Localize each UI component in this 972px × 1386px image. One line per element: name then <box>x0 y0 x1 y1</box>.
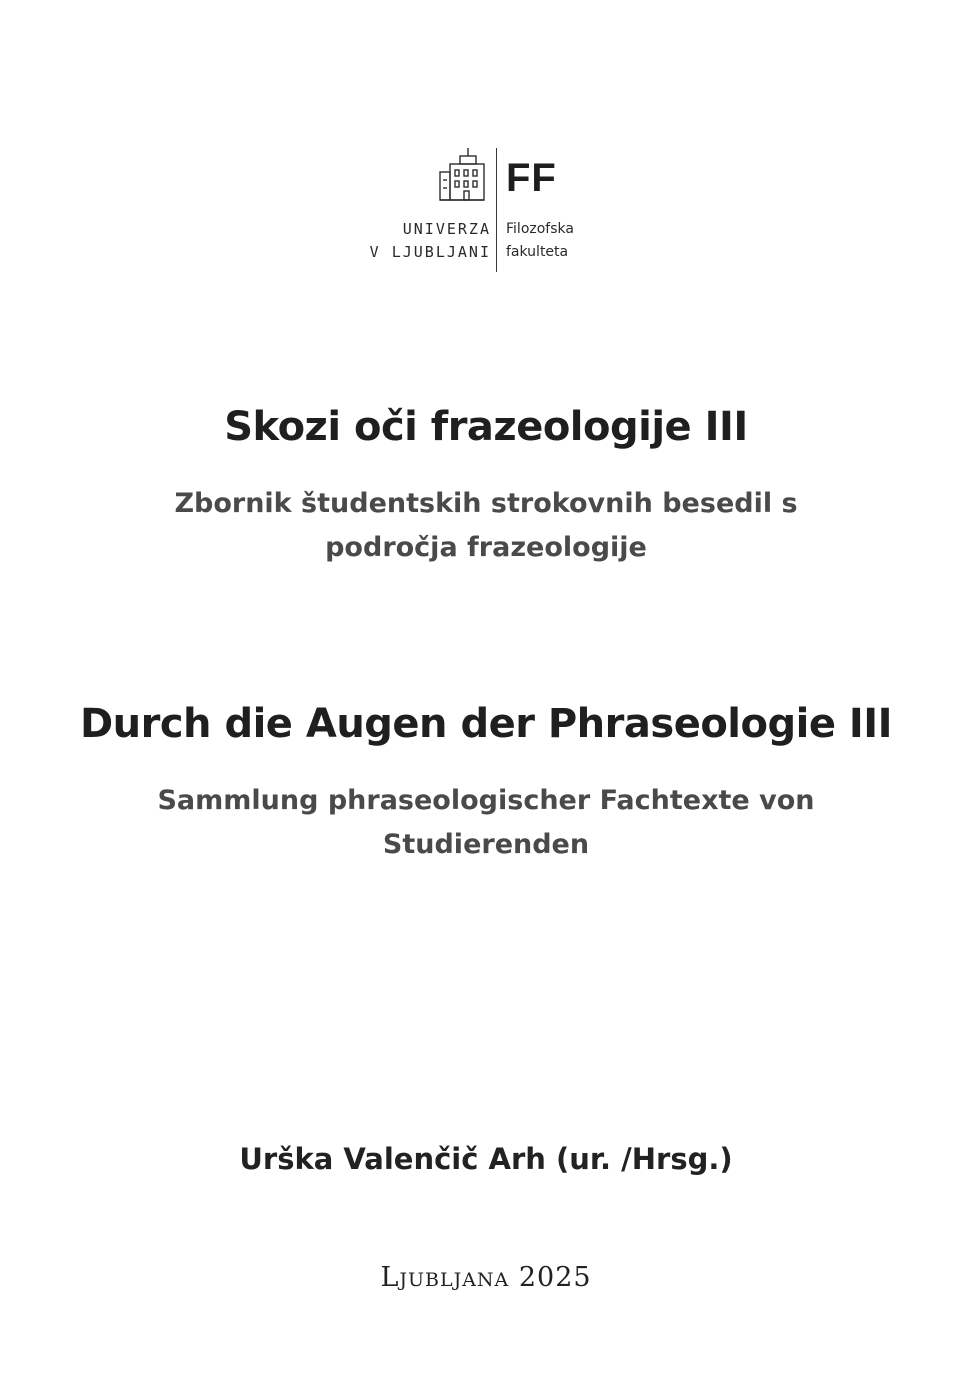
place-year: Ljubljana 2025 <box>380 1262 592 1293</box>
german-title: Durch die Augen der Phraseologie III <box>79 701 893 747</box>
german-subtitle: Sammlung phraseologischer Fachtexte von Studierenden <box>157 785 815 860</box>
university-logo <box>366 146 606 274</box>
slovene-subtitle: Zbornik študentskih strokovnih besedil s področja frazeologije <box>174 488 798 563</box>
university-name-line2: V LJUBLJANI <box>369 243 491 261</box>
university-name-line1: UNIVERZA <box>402 220 491 238</box>
university-name <box>370 218 491 264</box>
editor-line: Urška Valenčič Arh (ur. /Hrsg.) <box>239 1142 733 1176</box>
faculty-name-line1: Filozofska <box>506 221 574 237</box>
faculty-name-line2: fakulteta <box>506 244 569 260</box>
faculty-name <box>506 218 574 264</box>
slovene-title: Skozi oči frazeologije III <box>224 404 748 450</box>
logo-divider <box>496 148 497 272</box>
university-building-icon <box>438 146 486 202</box>
faculty-logo-ff: FF <box>506 156 557 200</box>
